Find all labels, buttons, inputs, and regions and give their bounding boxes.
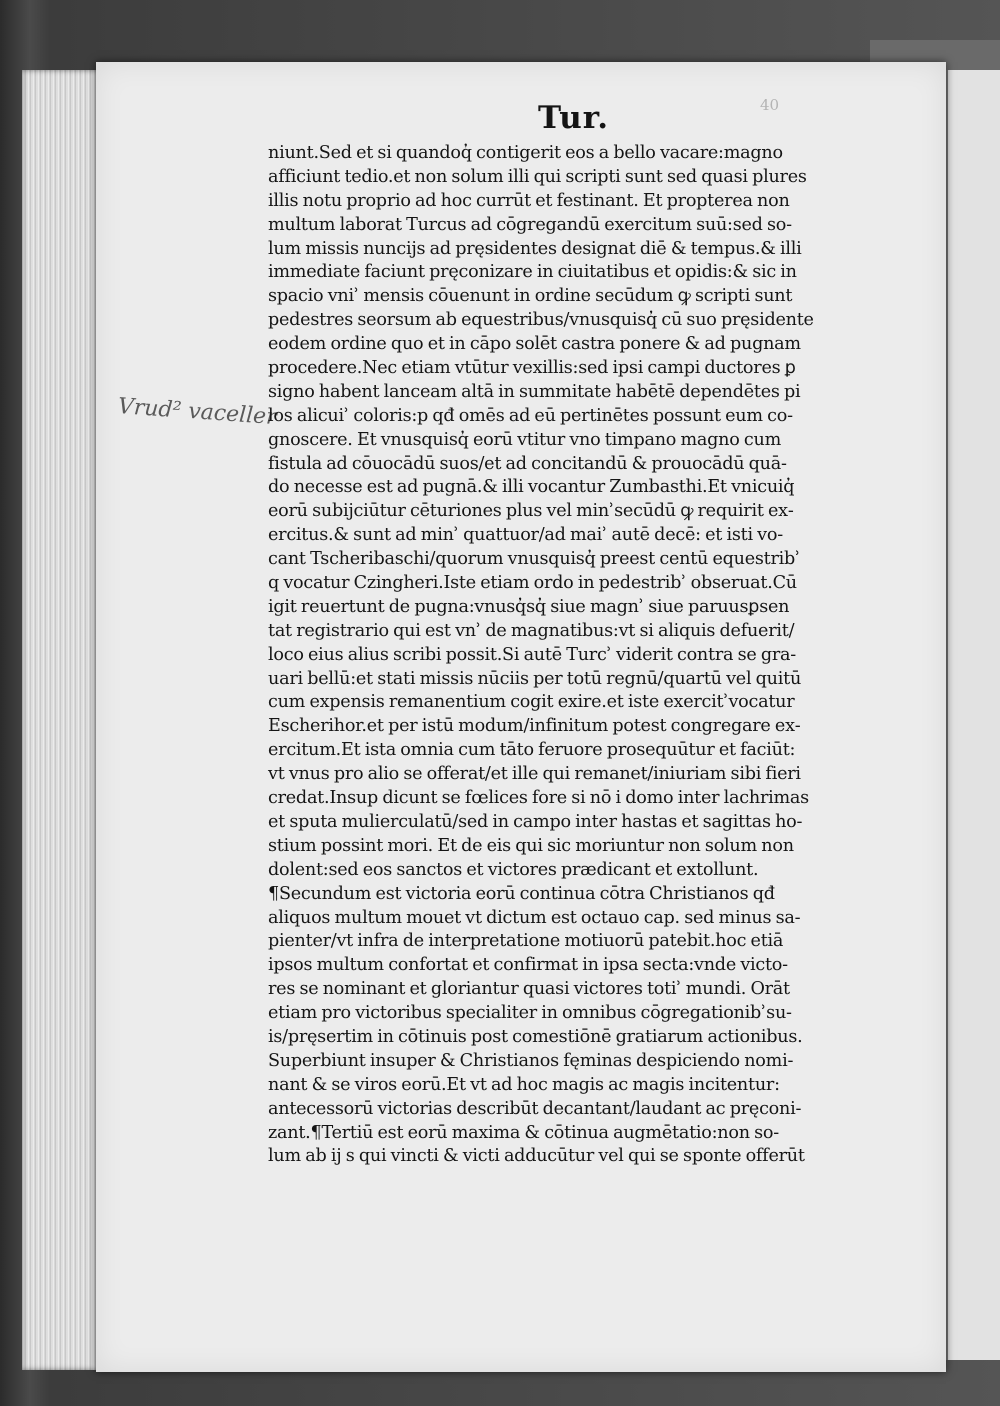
text-line: immediate faciunt pręconizare in ciuitatibus et opidis:& sic in — [268, 262, 797, 283]
text-line: ¶Secundum est victoria eorū continua cōtra Christianos qđ — [268, 883, 775, 904]
text-line: Superbiunt insuper & Christianos fęminas despiciendo nomi‐ — [268, 1050, 794, 1071]
text-line: igit reuertunt de pugna:vnusq̓sq̓ siue magnʾ siue paruusꝑsen — [268, 596, 790, 617]
text-line: credat.Insup dicunt se fœlices fore si nō i domo inter lachrimas — [268, 788, 809, 809]
body-text — [268, 142, 898, 1169]
text-line: tat registrario qui est vnʾ de magnatibus:vt si aliquis defuerit/ — [268, 620, 795, 641]
text-line: spacio vniʾ mensis cōuenunt in ordine secūdum ꝙ scripti sunt — [268, 286, 793, 307]
text-line: et sputa mulierculatū/sed in campo inter hastas et sagittas ho‐ — [268, 811, 803, 832]
handwritten-margin-note: Vrud² vaceller — [117, 394, 278, 431]
text-line: do necesse est ad pugnā.& illi vocantur Zumbasthi.Et vnicuiq̓ — [268, 477, 795, 498]
text-line: afficiunt tedio.et non solum illi qui scripti sunt sed quasi plures — [268, 166, 807, 187]
facing-page-edge — [946, 70, 1000, 1360]
text-line: is/pręsertim in cōtinuis post comestiōnē gratiarum actionibus. — [268, 1026, 803, 1047]
text-line: signo habent lanceam altā in summitate habētē dependētes pi — [268, 381, 801, 402]
text-line: pedestres seorsum ab equestribus/vnusquisq̓ cū suo pręsidente — [268, 310, 814, 331]
text-line: procedere.Nec etiam vtūtur vexillis:sed ipsi campi ductores ꝑ — [268, 358, 796, 379]
page-number: 40 — [760, 96, 780, 114]
text-line: antecessorū victorias describūt decantant/laudant ac pręconi‐ — [268, 1098, 802, 1119]
text-line: gnoscere. Et vnusquisq̓ eorū vtitur vno timpano magno cum — [268, 429, 782, 450]
text-line: lum missis nuncijs ad pręsidentes designat diē & tempus.& illi — [268, 238, 802, 259]
text-line: los alicuiʾ coloris:p qđ omēs ad eū pertinētes possunt eum co‐ — [268, 405, 793, 426]
running-head: Tur. — [538, 100, 610, 136]
text-line: illis notu proprio ad hoc currūt et festinant. Et propterea non — [268, 190, 790, 211]
text-line: niunt.Sed et si quandoq̓ contigerit eos a bello vacare:magno — [268, 143, 783, 163]
text-line: vt vnus pro alio se offerat/et ille qui remanet/iniuriam sibi fieri — [268, 764, 801, 785]
text-line: loco eius alius scribi possit.Si autē Turcʾ viderit contra se gra‐ — [268, 644, 796, 665]
text-line: res se nominant et gloriantur quasi victores totiʾ mundi. Orāt — [268, 979, 790, 1000]
text-line: cant Tscheribaschi/quorum vnusquisq̓ preest centū equestribʾ — [268, 549, 801, 570]
text-line: dolent:sed eos sanctos et victores prædicant et extollunt. — [268, 859, 759, 880]
text-line: zant.¶Tertiū est eorū maxima & cōtinua augmētatio:non so‐ — [268, 1122, 779, 1143]
text-line: Escherihor.et per istū modum/infinitum potest congregare ex‐ — [268, 716, 801, 737]
text-line: etiam pro victoribus specialiter in omnibus cōgregationibʾsu‐ — [268, 1003, 792, 1024]
text-line: cum expensis remanentium cogit exire.et iste exercitʾvocatur — [268, 692, 795, 713]
text-line: q vocatur Czingheri.Iste etiam ordo in pedestribʾ obseruat.Cū — [268, 573, 797, 594]
text-line: ipsos multum confortat et confirmat in ipsa secta:vnde victo‐ — [268, 955, 788, 976]
text-line: eodem ordine quo et in cāpo solēt castra ponere & ad pugnam — [268, 334, 801, 355]
text-line: pienter/vt infra de interpretatione motiuorū patebit.hoc etiā — [268, 931, 784, 952]
page-edges — [22, 70, 100, 1370]
text-line: ercitum.Et ista omnia cum tāto feruore prosequūtur et faciūt: — [268, 740, 796, 761]
text-line: eorū subijciūtur cēturiones plus vel minʾsecūdū ꝙ requirit ex‐ — [268, 501, 794, 522]
text-line: stium possint mori. Et de eis qui sic moriuntur non solum non — [268, 835, 794, 856]
text-line: nant & se viros eorū.Et vt ad hoc magis ac magis incitentur: — [268, 1074, 780, 1095]
text-line: aliquos multum mouet vt dictum est octauo cap. sed minus sa‐ — [268, 907, 801, 928]
text-line: ercitus.& sunt ad minʾ quattuor/ad maiʾ autē decē: et isti vo‐ — [268, 525, 783, 546]
text-line: fistula ad cōuocādū suos/et ad concitandū & prouocādū quā‐ — [268, 453, 787, 474]
text-line: uari bellū:et stati missis nūciis per totū regnū/quartū vel quitū — [268, 668, 802, 689]
text-line: lum ab ij s qui vincti & victi adducūtur vel qui se sponte offerūt — [268, 1146, 805, 1167]
text-line: multum laborat Turcus ad cōgregandū exercitum suū:sed so‐ — [268, 214, 792, 235]
